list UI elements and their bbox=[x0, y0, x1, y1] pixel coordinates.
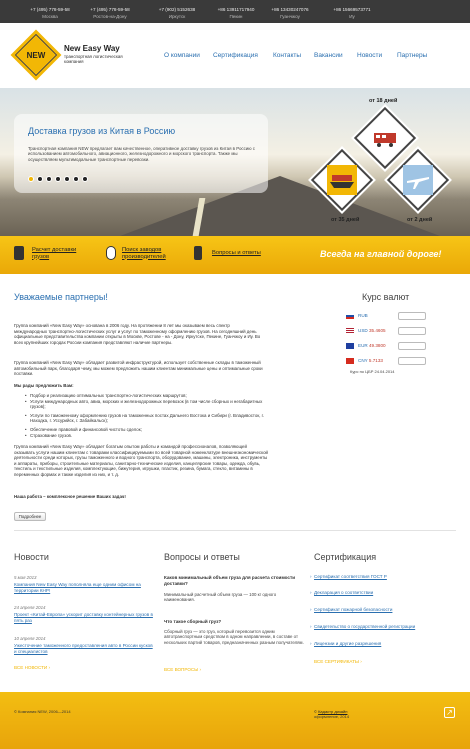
news-date: 5 мая 2013 bbox=[14, 575, 37, 580]
partners-p1: Группа компаний «New Easy Way» основана в 2006 году. На протяжении 8 лет мы оказываем весь спектр международных транспортно-логистических услуг и услуг по таможенному оформлению грузов. На сегодняшний день официальные представительства компании открыты в Москве, Ростове - на - Дону, Иркутске, Пекине, Гуанчжоу и Иу. Во всех крупнейших городах России компания представляют наличие партнеры. bbox=[14, 323, 261, 345]
arrow-up-icon[interactable]: ↗ bbox=[444, 707, 455, 718]
offer-item: • Услуги международных авто, авиа, морских и железнодорожных перевозок (в том числе сборных и негабаритных грузов); bbox=[30, 399, 266, 410]
calculator-icon bbox=[14, 246, 24, 260]
currency-input-usd[interactable] bbox=[398, 327, 426, 335]
news-date: 24 апреля 2014 bbox=[14, 605, 46, 610]
developer-link[interactable]: Кадастр дизайн bbox=[318, 709, 348, 714]
phone-rostov: +7 (495) 778-59-58 Ростов-на-Дону bbox=[90, 7, 130, 19]
currency-input-rub[interactable] bbox=[398, 312, 426, 320]
nav-news[interactable]: Новости bbox=[357, 52, 383, 59]
site-footer bbox=[0, 692, 470, 749]
calc-delivery-link[interactable]: Расчет доставки грузов bbox=[32, 247, 77, 260]
nav-vacancies[interactable]: Вакансии bbox=[314, 52, 343, 59]
offer-item: • Подбор и реализацию оптимальных транспортно-логистических маршрутов; bbox=[30, 393, 266, 398]
cert-link[interactable]: › Лицензии и другие разрешения bbox=[314, 641, 454, 647]
faq-question[interactable]: Каков минимальный объем груза для расчета стоимости доставки? bbox=[164, 575, 296, 586]
currency-note: Курс по ЦБР 24.04.2014 bbox=[350, 369, 395, 374]
partners-p3: Группа компаний «New Easy Way» обладает богатым опытом работы и командой профессионалов, позволяющей оказывать услуги нашим клиентам с товарами классифицируемыми по всей товарной номенклатуре внешнеэкономической деятельности среди которых, грузы таможенного и водного транспорта, оборудование, машины, электроника, инструменты и аппараты, приборы, строительные материалы, санитарно-технические изделия, канцелярские товары, одежда, обувь, текстиль и текстильные изделия, комплектующие, бижутерия, игрушки, пластик, резина, бумага, стекло, витамины в переменных формах и также изделия из них, и т. д. bbox=[14, 444, 268, 477]
faq-answer: Минимальный расчетный объем груза — 100 кг одного наименования. bbox=[164, 592, 277, 603]
slider-dot-4[interactable] bbox=[55, 176, 61, 182]
news-title: Новости bbox=[14, 552, 49, 562]
flag-ru-icon bbox=[346, 313, 354, 319]
offer-item: • Услуги по таможенному оформлению грузов на таможенных постах Дальнего Востока и Сибири (г. Владивосток, г. Находка, г. Уссурийск, г. Забайкальск); bbox=[30, 413, 266, 424]
slide-title[interactable]: Доставка грузов из Китая в Россию bbox=[28, 126, 176, 136]
air-days-label: от 2 дней bbox=[407, 217, 433, 223]
ship-icon bbox=[327, 165, 357, 195]
section-divider bbox=[14, 530, 456, 531]
nav-certification[interactable]: Сертификация bbox=[213, 52, 258, 59]
rail-days-label: от 18 дней bbox=[369, 98, 398, 104]
flag-cn-icon bbox=[346, 358, 354, 364]
sea-days-label: от 35 дней bbox=[331, 217, 360, 223]
currency-row-usd: USD 35.4605 bbox=[346, 327, 426, 337]
faq-link[interactable]: Вопросы и ответы bbox=[212, 250, 261, 256]
all-faq-link[interactable]: ВСЕ ВОПРОСЫ › bbox=[164, 667, 202, 672]
slider-dot-3[interactable] bbox=[46, 176, 52, 182]
slider-dot-5[interactable] bbox=[64, 176, 70, 182]
flag-eu-icon bbox=[346, 343, 354, 349]
developer-credit: © Кадастр дизайн оформление, 2014 bbox=[314, 709, 350, 719]
currency-row-eur: EUR 49.3800 bbox=[346, 342, 426, 352]
cert-link[interactable]: › Декларация о соответствии bbox=[314, 590, 454, 596]
all-news-link[interactable]: ВСЕ НОВОСТИ › bbox=[14, 665, 51, 670]
partners-p2: Группа компаний «New Easy Way» обладает развитой инфраструктурой, использует собственные склады в таможенный автомобильный парк, благодаря чему, мы можем предложить нашим клиентам минимальные цены и оптимальные сроки поставки. bbox=[14, 360, 263, 376]
slogan: Всегда на главной дороге! bbox=[320, 249, 442, 259]
magnifier-icon bbox=[106, 246, 116, 260]
brand-subtitle: транспортная логистическая компания bbox=[64, 54, 123, 64]
slider-dot-2[interactable] bbox=[37, 176, 43, 182]
faq-title: Вопросы и ответы bbox=[164, 552, 240, 562]
slide-text: Транспортная компания NEW предлагает вам качественное, оперативное доставку грузов из Китая в Россию с использованием автомобильного, авиационного, железнодорожного и морского транспорта. Также мы осуществляем мультимодальные транспортные перевозки. bbox=[28, 146, 255, 162]
currency-input-eur[interactable] bbox=[398, 342, 426, 350]
find-factories-link[interactable]: Поиск заводов производителей bbox=[122, 247, 166, 260]
nav-about[interactable]: О компании bbox=[164, 52, 200, 59]
currency-row-rub: RUB bbox=[346, 312, 426, 322]
news-link[interactable]: Компания New Easy Way пополняла еще одним офисом на территории КНР! bbox=[14, 582, 141, 593]
phone-beijing: +86 13911717940 Пекин bbox=[217, 7, 255, 19]
plane-icon bbox=[403, 165, 433, 195]
cert-link[interactable]: › Свидетельство о государственной регистрации bbox=[314, 624, 454, 630]
currency-row-cny: CNY 5.7133 bbox=[346, 357, 426, 367]
phone-irkutsk: +7 (902) 5152638 Иркутск bbox=[158, 7, 196, 19]
nav-contacts[interactable]: Контакты bbox=[273, 52, 302, 59]
flag-us-icon bbox=[346, 328, 354, 334]
news-date: 10 апреля 2014 bbox=[14, 636, 46, 641]
brand-name[interactable]: New Easy Way bbox=[64, 44, 120, 53]
currency-input-cny[interactable] bbox=[398, 357, 426, 365]
news-link[interactable]: Проект «Китай-Европа» ускорит доставку контейнерных грузов в пять раз bbox=[14, 612, 153, 623]
train-icon bbox=[370, 123, 400, 153]
all-certs-link[interactable]: ВСЕ СЕРТИФИКАТЫ › bbox=[314, 659, 362, 664]
top-phones-bar bbox=[0, 0, 470, 23]
faq-answer: Сборный груз — это груз, который перевозится одним автотранспортным средством в одном направлении, в составе от нескольких партий товаров, предназначенных разным получателям. bbox=[164, 629, 304, 645]
slider-dot-7[interactable] bbox=[82, 176, 88, 182]
offer-title: Мы рады предложить Вам: bbox=[14, 383, 74, 388]
cert-link[interactable]: › Сертификат соответствия ГОСТ Р bbox=[314, 574, 454, 580]
cert-link[interactable]: › Сертификат пожарной безопасности bbox=[314, 607, 454, 613]
slider-dot-1[interactable] bbox=[28, 176, 34, 182]
faq-question[interactable]: Что такое сборный груз? bbox=[164, 619, 222, 624]
currency-title: Курс валют bbox=[362, 292, 410, 302]
offer-item: • Страхование грузов. bbox=[30, 433, 266, 438]
copyright: © Компания NEW, 2006—2014 bbox=[14, 709, 71, 714]
phone-yiwu: +86 15669573771 Иу bbox=[333, 7, 371, 19]
news-link[interactable]: Ужесточение таможенного предоставления авто в России кусков и специалистов bbox=[14, 643, 153, 654]
more-button[interactable]: Подробнее bbox=[14, 512, 46, 521]
phone-moscow: +7 (495) 778-59-58 Москва bbox=[30, 7, 70, 19]
offer-item: • Обеспечение правовой и финансовой чистоты сделок; bbox=[30, 427, 266, 432]
partners-title: Уважаемые партнеры! bbox=[14, 292, 108, 302]
question-icon bbox=[194, 246, 202, 260]
partners-closing: Наша работа – комплексное решение Ваших задач! bbox=[14, 494, 126, 499]
nav-partners[interactable]: Партнеры bbox=[397, 52, 428, 59]
logo-text: NEW bbox=[26, 51, 46, 60]
slider-dot-6[interactable] bbox=[73, 176, 79, 182]
certs-title: Сертификация bbox=[314, 552, 377, 562]
phone-guangzhou: +86 13430247076 Гуанчжоу bbox=[271, 7, 309, 19]
